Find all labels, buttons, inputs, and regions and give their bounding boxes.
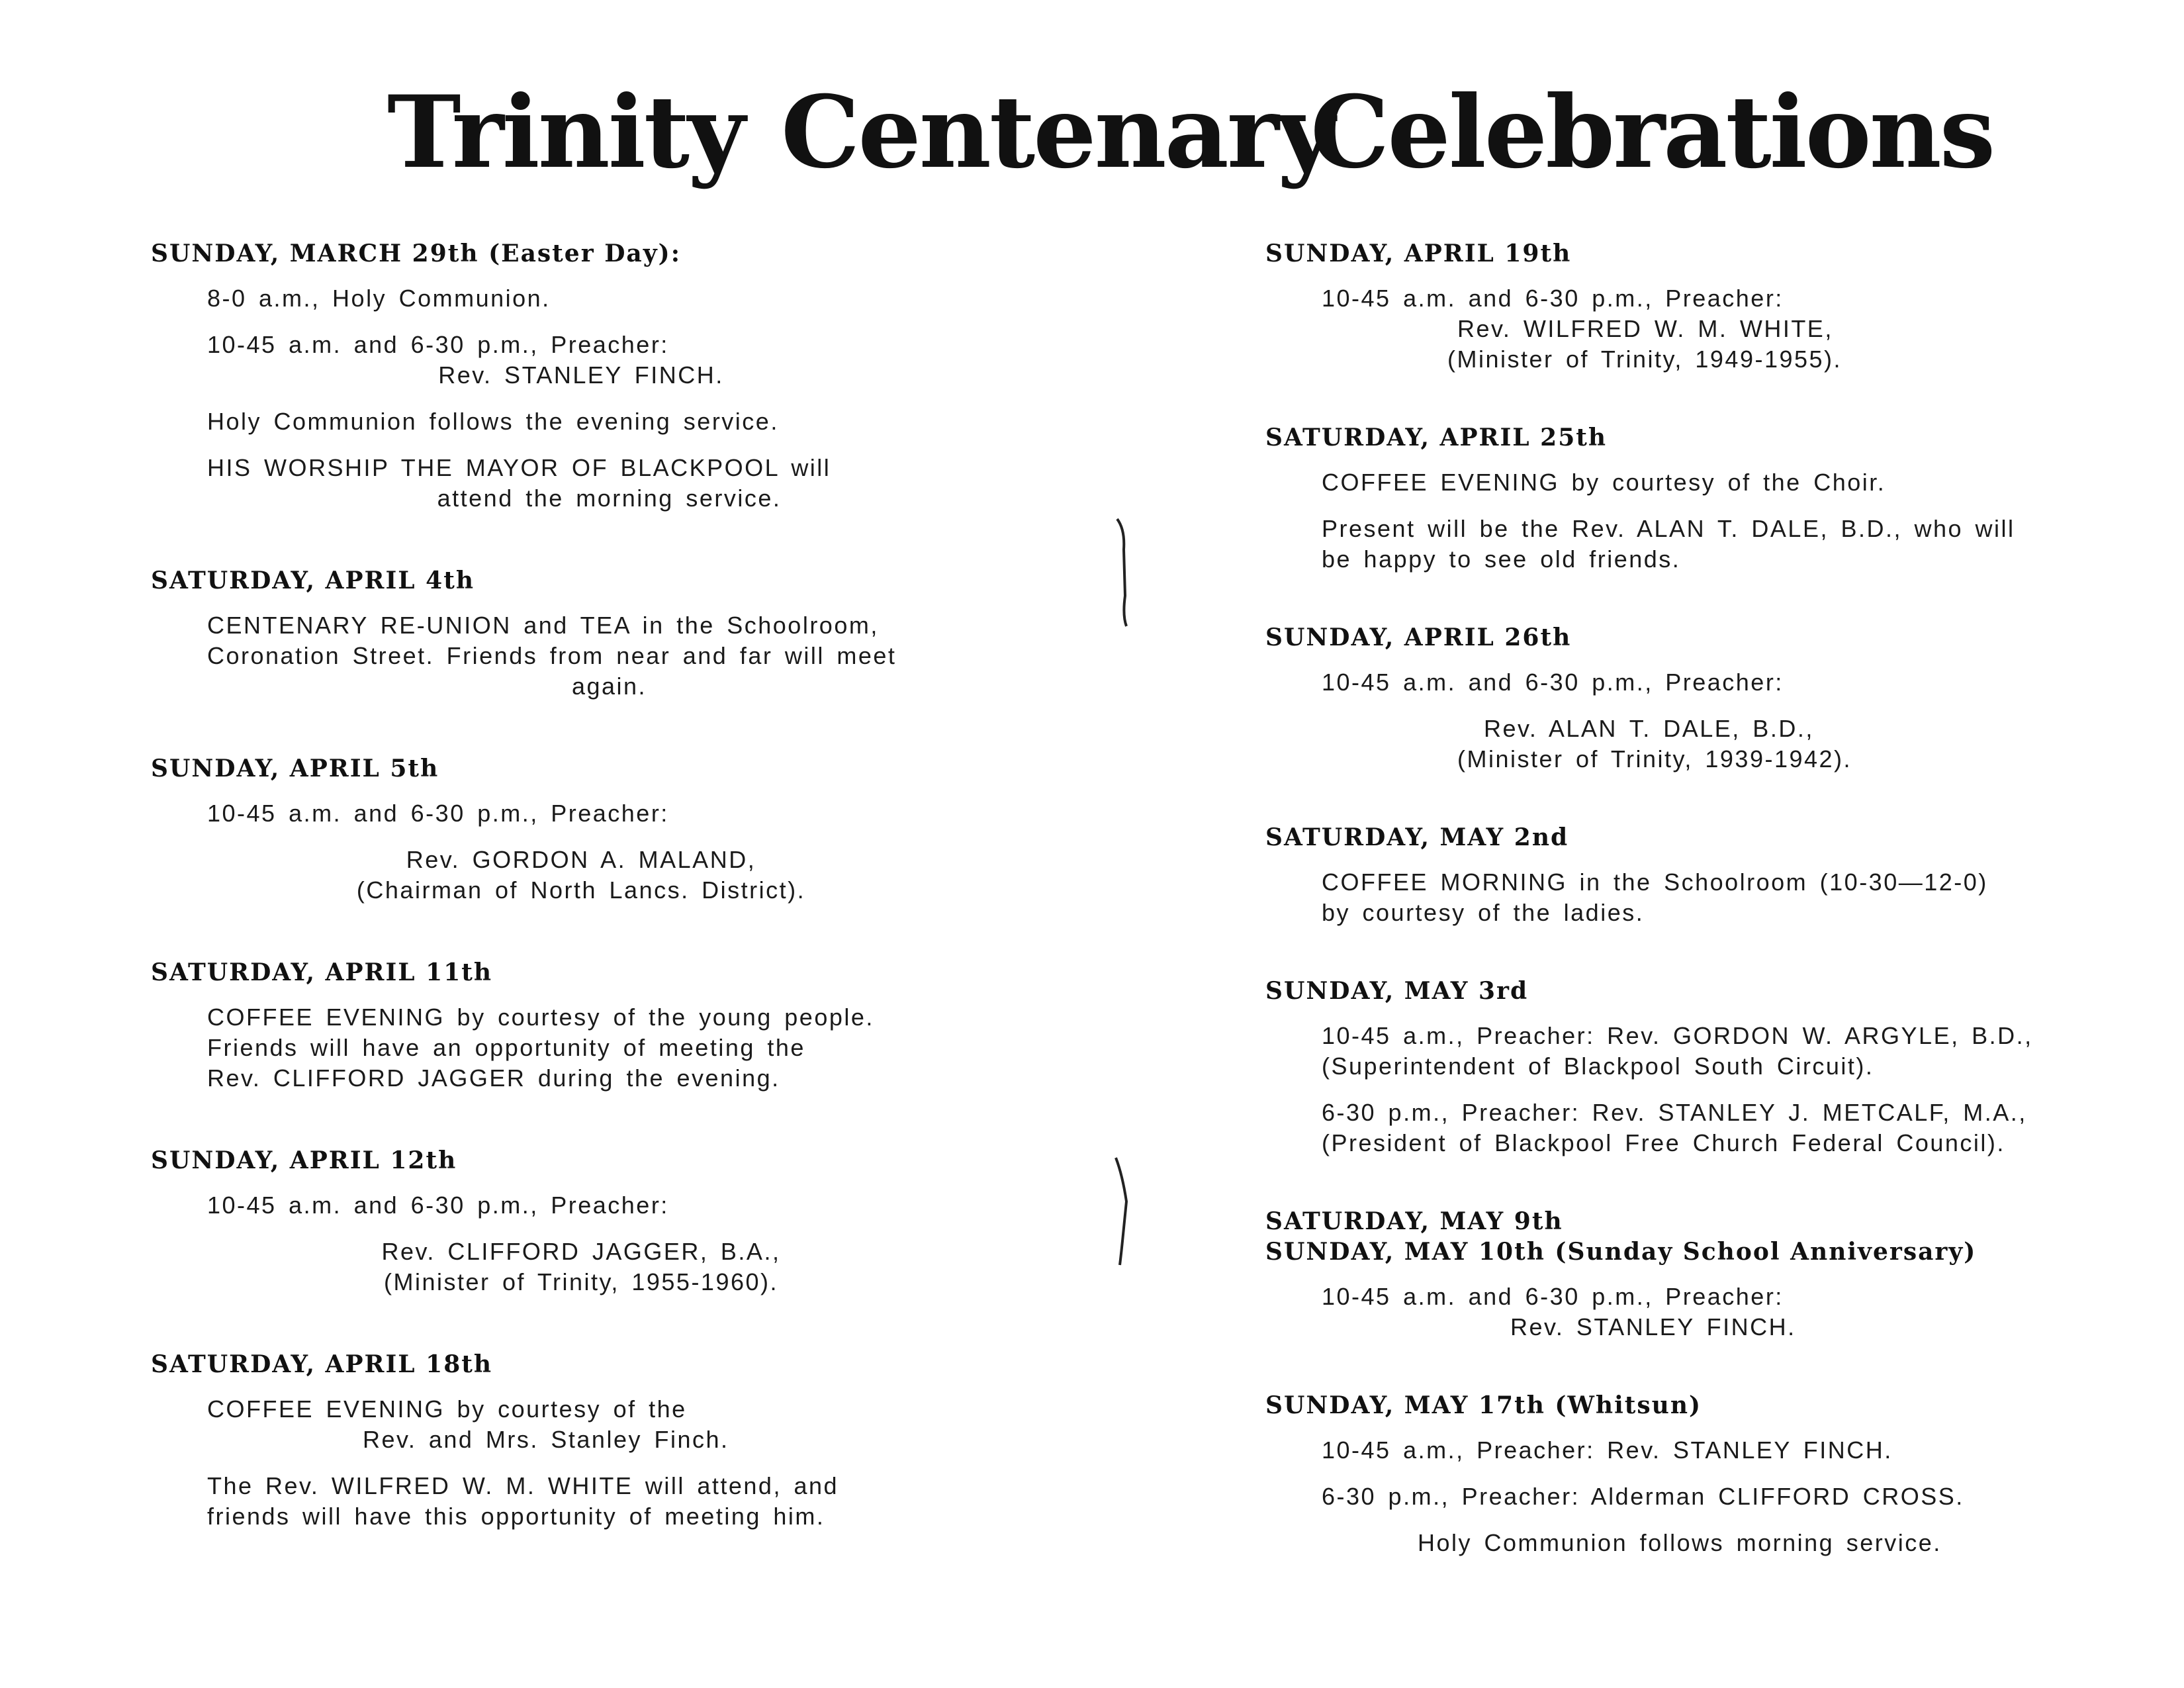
event-line: Holy Communion follows the evening service.	[207, 408, 779, 435]
event-line: Holy Communion follows morning service.	[1418, 1529, 1942, 1556]
left-column	[151, 238, 1011, 1583]
event-preacher: Rev. CLIFFORD JAGGER, B.A.,	[381, 1238, 781, 1265]
event-line: attend the morning service.	[437, 485, 782, 512]
event-preacher: Rev. STANLEY FINCH.	[1510, 1313, 1796, 1340]
event-may-3	[1265, 976, 2093, 1158]
event-preacher-title: (Minister of Trinity, 1955-1960).	[383, 1268, 779, 1295]
event-april-18	[151, 1349, 1011, 1532]
event-heading: SATURDAY, MAY 2nd	[1265, 823, 1569, 851]
event-preacher-title: (Minister of Trinity, 1949-1955).	[1447, 346, 1843, 373]
event-preacher: Rev. WILFRED W. M. WHITE,	[1457, 315, 1833, 342]
right-column	[1265, 238, 2093, 1606]
event-line: 10-45 a.m. and 6-30 p.m., Preacher:	[1322, 1283, 1784, 1310]
event-line: 10-45 a.m. and 6-30 p.m., Preacher:	[207, 331, 669, 358]
event-heading: SUNDAY, APRIL 12th	[151, 1147, 457, 1174]
event-line: COFFEE MORNING in the Schoolroom (10-30—12-0)	[1322, 868, 1988, 896]
staple-top	[1113, 516, 1133, 629]
event-heading: SUNDAY, MAY 17th (Whitsun)	[1265, 1391, 1702, 1419]
event-line: COFFEE EVENING by courtesy of the young people.	[207, 1004, 874, 1031]
event-march-29	[151, 238, 1011, 514]
event-heading: SATURDAY, MAY 9th	[1265, 1207, 1563, 1235]
event-line: Rev. CLIFFORD JAGGER during the evening.	[207, 1064, 780, 1092]
event-line: be happy to see old friends.	[1322, 545, 1681, 573]
event-line: 10-45 a.m. and 6-30 p.m., Preacher:	[207, 800, 669, 827]
staple-bottom	[1113, 1155, 1133, 1268]
event-line: Rev. and Mrs. Stanley Finch.	[363, 1426, 729, 1453]
event-preacher: Rev. STANLEY FINCH.	[438, 361, 724, 389]
event-april-11	[151, 957, 1011, 1094]
event-heading: SATURDAY, APRIL 4th	[151, 567, 475, 594]
event-line: 10-45 a.m., Preacher: Rev. STANLEY FINCH.	[1322, 1436, 1893, 1464]
event-heading: SUNDAY, APRIL 5th	[151, 755, 439, 782]
event-line: COFFEE EVENING by courtesy of the Choir.	[1322, 469, 1886, 496]
event-heading: SATURDAY, APRIL 11th	[151, 959, 493, 986]
event-heading: SUNDAY, APRIL 26th	[1265, 624, 1572, 651]
event-line: Friends will have an opportunity of meeting the	[207, 1034, 805, 1061]
event-line: HIS WORSHIP THE MAYOR OF BLACKPOOL will	[207, 454, 831, 481]
event-line: COFFEE EVENING by courtesy of the	[207, 1395, 687, 1423]
event-preacher: Rev. ALAN T. DALE, B.D.,	[1484, 715, 1814, 742]
event-preacher-title: (Chairman of North Lancs. District).	[356, 876, 806, 904]
event-may-17	[1265, 1390, 2093, 1558]
page-title	[0, 53, 2184, 212]
title-word-trinity: Trinity	[387, 74, 744, 191]
event-april-4	[151, 565, 1011, 702]
event-line: (President of Blackpool Free Church Federal Council).	[1322, 1129, 2005, 1156]
event-april-19	[1265, 238, 2093, 375]
event-line: 10-45 a.m., Preacher: Rev. GORDON W. ARGYLE, B.D.,	[1322, 1022, 2033, 1049]
event-line: by courtesy of the ladies.	[1322, 899, 1645, 926]
event-may-9-10	[1265, 1206, 2093, 1342]
event-april-5	[151, 753, 1011, 906]
event-line: 6-30 p.m., Preacher: Rev. STANLEY J. METCALF, M.A.,	[1322, 1099, 2027, 1126]
event-heading: SATURDAY, APRIL 25th	[1265, 424, 1608, 451]
event-line: 8-0 a.m., Holy Communion.	[207, 285, 551, 312]
event-line: CENTENARY RE-UNION and TEA in the Schoolroom,	[207, 612, 879, 639]
event-line: friends will have this opportunity of meeting him.	[207, 1503, 825, 1530]
event-heading: SUNDAY, MARCH 29th (Easter Day):	[151, 240, 681, 267]
event-line: (Superintendent of Blackpool South Circuit).	[1322, 1053, 1874, 1080]
event-heading: SATURDAY, APRIL 18th	[151, 1350, 493, 1378]
event-preacher: Rev. GORDON A. MALAND,	[406, 846, 756, 873]
event-heading: SUNDAY, APRIL 19th	[1265, 240, 1572, 267]
event-line: 10-45 a.m. and 6-30 p.m., Preacher:	[1322, 669, 1784, 696]
event-april-25	[1265, 422, 2093, 575]
event-preacher-title: (Minister of Trinity, 1939-1942).	[1457, 745, 1852, 773]
event-line: 10-45 a.m. and 6-30 p.m., Preacher:	[207, 1192, 669, 1219]
title-word-centenary: Centenary	[781, 74, 1334, 191]
event-line: The Rev. WILFRED W. M. WHITE will attend, and	[207, 1472, 839, 1499]
event-line: Present will be the Rev. ALAN T. DALE, B.D., who will	[1322, 515, 2015, 542]
event-line: Coronation Street. Friends from near and far will meet	[207, 642, 897, 669]
event-april-12	[151, 1145, 1011, 1297]
event-line: 6-30 p.m., Preacher: Alderman CLIFFORD CROSS.	[1322, 1483, 1964, 1510]
title-word-celebrations: Celebrations	[1310, 74, 1994, 191]
event-line: 10-45 a.m. and 6-30 p.m., Preacher:	[1322, 285, 1784, 312]
event-line: again.	[571, 673, 647, 700]
event-heading: SUNDAY, MAY 3rd	[1265, 977, 1529, 1005]
event-may-2	[1265, 822, 2093, 928]
event-heading-second: SUNDAY, MAY 10th (Sunday School Anniversary)	[1265, 1238, 1977, 1266]
event-april-26	[1265, 622, 2093, 774]
